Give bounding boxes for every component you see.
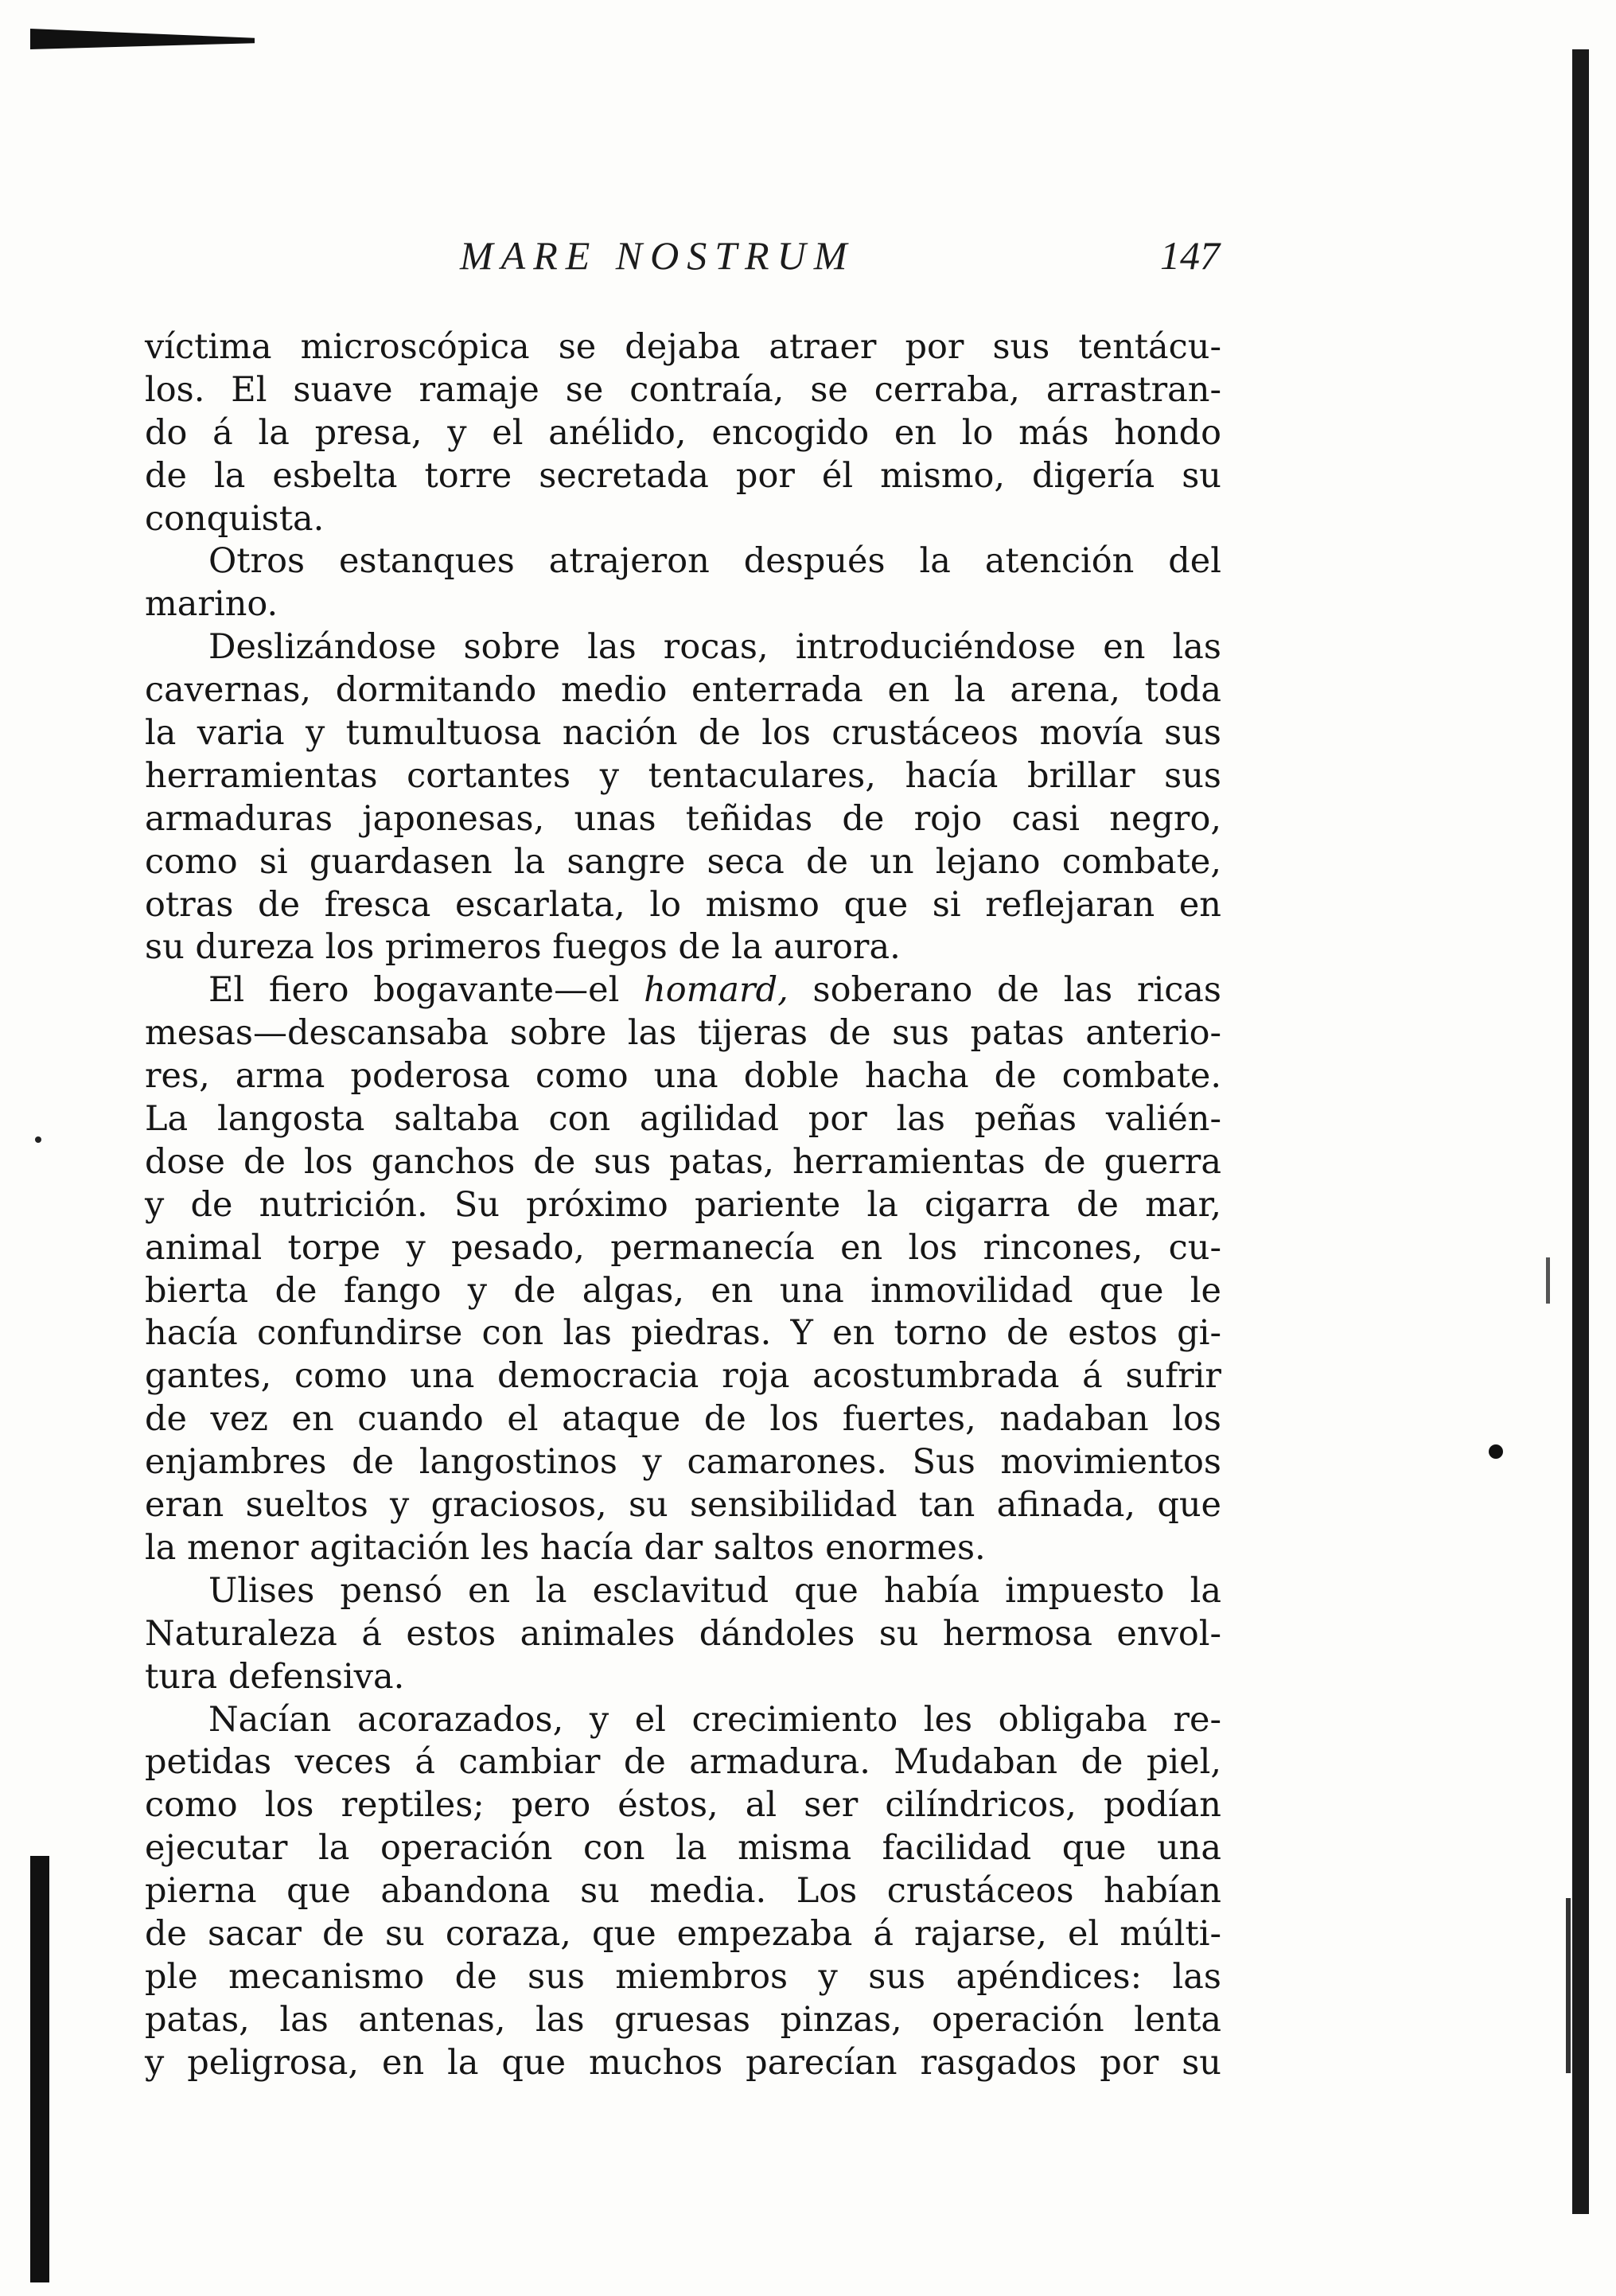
text-line: como los reptiles; pero éstos, al ser cilíndricos, podían xyxy=(145,1785,1221,1826)
italic-word: homard, xyxy=(644,970,789,1011)
text-line: como si guardasen la sangre seca de un lejano combate, xyxy=(145,841,1221,882)
text-line: patas, las antenas, las gruesas pinzas, operación lenta xyxy=(145,1999,1221,2040)
text-line: y peligrosa, en la que muchos parecían rasgados por su xyxy=(145,2042,1221,2083)
text-line: de la esbelta torre secretada por él mismo, digería su xyxy=(145,455,1221,496)
text-line: armaduras japonesas, unas teñidas de rojo casi negro, xyxy=(145,798,1221,839)
text-line: petidas veces á cambiar de armadura. Mudaban de piel, xyxy=(145,1742,1221,1783)
text-run: El fiero bogavante—el xyxy=(208,970,644,1011)
scan-margin-mark xyxy=(1546,1257,1550,1304)
text-line: enjambres de langostinos y camarones. Sus movimientos xyxy=(145,1442,1221,1483)
text-line: la menor agitación les hacía dar saltos enormes. xyxy=(145,1527,986,1568)
text-line: la varia y tumultuosa nación de los crustáceos movía sus xyxy=(145,713,1221,754)
text-line: su dureza los primeros fuegos de la aurora. xyxy=(145,927,901,968)
text-line: Nacían acorazados, y el crecimiento les obligaba re- xyxy=(208,1699,1221,1740)
text-line: de vez en cuando el ataque de los fuertes, nadaban los xyxy=(145,1399,1221,1440)
text-line: eran sueltos y graciosos, su sensibilidad tan afinada, que xyxy=(145,1485,1221,1526)
text-line: animal torpe y pesado, permanecía en los rincones, cu- xyxy=(145,1227,1221,1268)
scan-edge-mark xyxy=(30,29,255,49)
text-line: Naturaleza á estos animales dándoles su hermosa envol- xyxy=(145,1613,1221,1654)
text-line: Ulises pensó en la esclavitud que había impuesto la xyxy=(208,1570,1221,1611)
page-number: 147 xyxy=(1160,233,1220,278)
text-line: bierta de fango y de algas, en una inmovilidad que le xyxy=(145,1270,1221,1311)
text-line: gantes, como una democracia roja acostumbrada á sufrir xyxy=(145,1356,1221,1397)
text-line: mesas—descansaba sobre las tijeras de sus patas anterio- xyxy=(145,1013,1221,1054)
text-line: res, arma poderosa como una doble hacha de combate. xyxy=(145,1056,1221,1097)
text-run: soberano de las ricas xyxy=(788,970,1221,1011)
ink-dot xyxy=(1489,1444,1503,1459)
text-line: ple mecanismo de sus miembros y sus apéndices: las xyxy=(145,1956,1221,1997)
text-line: La langosta saltaba con agilidad por las peñas valién- xyxy=(145,1099,1221,1140)
scan-right-mark xyxy=(1566,1898,1571,2073)
text-line: y de nutrición. Su próximo pariente la cigarra de mar, xyxy=(145,1184,1221,1225)
text-line: tura defensiva. xyxy=(145,1656,405,1697)
text-line: pierna que abandona su media. Los crustáceos habían xyxy=(145,1871,1221,1912)
text-line: hacía confundirse con las piedras. Y en torno de estos gi- xyxy=(145,1313,1221,1354)
text-line: marino. xyxy=(145,584,278,625)
text-line: do á la presa, y el anélido, encogido en lo más hondo xyxy=(145,412,1221,453)
scan-right-border xyxy=(1572,49,1589,2214)
text-line: otras de fresca escarlata, lo mismo que si reflejaran en xyxy=(145,884,1221,925)
text-line: dose de los ganchos de sus patas, herramientas de guerra xyxy=(145,1141,1221,1182)
text-line: herramientas cortantes y tentaculares, hacía brillar sus xyxy=(145,755,1221,796)
ink-speck xyxy=(35,1136,41,1143)
text-line: ejecutar la operación con la misma facilidad que una xyxy=(145,1828,1221,1869)
text-line: de sacar de su coraza, que empezaba á rajarse, el múlti- xyxy=(145,1913,1221,1954)
text-line: los. El suave ramaje se contraía, se cerraba, arrastran- xyxy=(145,369,1221,410)
text-line: Deslizándose sobre las rocas, introduciéndose en las xyxy=(208,627,1221,668)
text-line: conquista. xyxy=(145,498,325,539)
text-line: cavernas, dormitando medio enterrada en la arena, toda xyxy=(145,670,1221,711)
text-line xyxy=(145,969,1221,1012)
text-line: víctima microscópica se dejaba atraer por sus tentácu- xyxy=(145,327,1221,367)
running-title: MARE NOSTRUM xyxy=(460,233,855,278)
text-line: Otros estanques atrajeron después la atención del xyxy=(208,541,1221,582)
body-text xyxy=(145,326,1221,2085)
scan-left-border xyxy=(30,1856,49,2282)
